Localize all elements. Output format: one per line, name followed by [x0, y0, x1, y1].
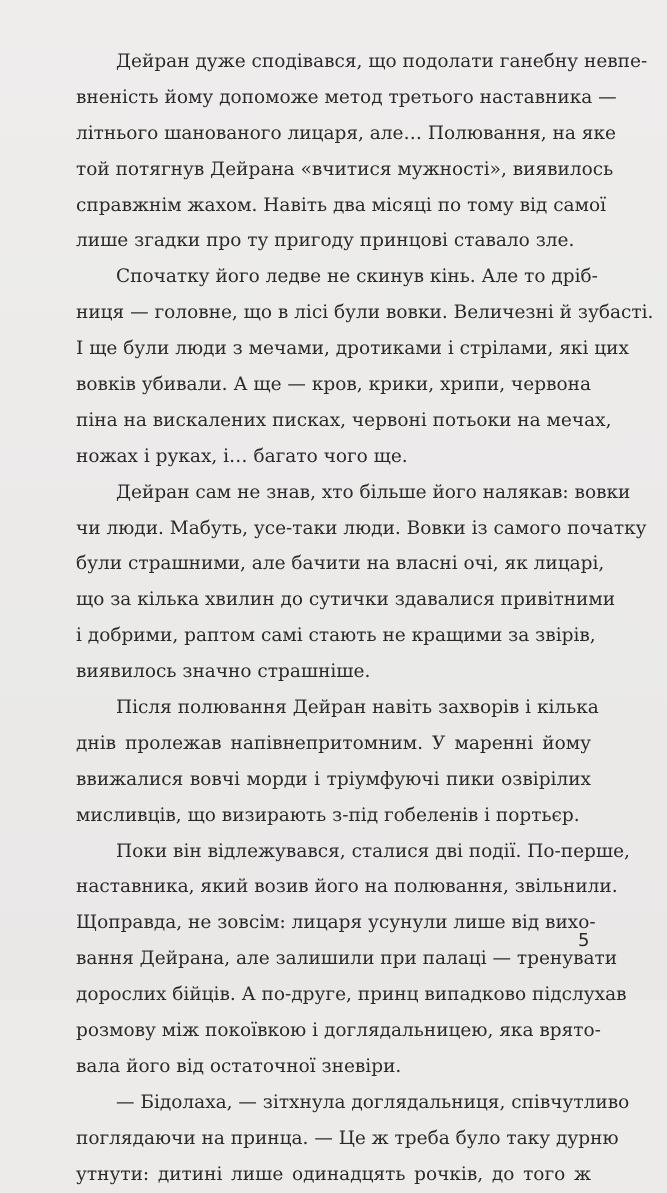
- text-line: виявилось значно страшніше.: [76, 661, 371, 683]
- text-line: Дейран сам не знав, хто більше його налякав: вовки: [116, 481, 631, 503]
- text-line: ниця — головне, що в лісі були вовки. Величезні й зубасті.: [76, 302, 654, 324]
- text-line: справжнім жахом. Навіть два місяці по тому від самої: [76, 194, 607, 216]
- text-line: днів пролежав напівнепритомним. У маренні йому: [76, 732, 591, 754]
- text-line: утнути: дитині лише одинадцять рочків, до того ж: [76, 1163, 591, 1185]
- text-line: Дейран дуже сподівався, що подолати ганебну невпе-: [116, 51, 648, 72]
- text-line: і добрими, раптом самі стають не кращими за звірів,: [76, 625, 596, 647]
- text-line: піна на вискалених писках, червоні потьоки на мечах,: [76, 409, 612, 431]
- page-number: 5: [578, 930, 590, 951]
- text-line: мисливців, що визирають з-під гобеленів і портьєр.: [76, 804, 580, 826]
- text-line: чи люди. Мабуть, усе-таки люди. Вовки із самого початку: [76, 517, 647, 539]
- text-line: поглядаючи на принца. — Це ж треба було таку дурню: [76, 1127, 619, 1149]
- text-line: розмову між покоївкою і доглядальницею, яка врято-: [76, 1020, 601, 1042]
- text-line: — Бідолаха, — зітхнула доглядальниця, співчутливо: [116, 1091, 630, 1113]
- text-line: Щоправда, не зовсім: лицаря усунули лише від вихо-: [76, 912, 596, 934]
- text-line: лише згадки про ту пригоду принцові ставало зле.: [76, 230, 575, 252]
- text-line: Після полювання Дейран навіть захворів і кілька: [116, 697, 599, 719]
- text-line: вання Дейрана, але залишили при палаці — тренувати: [76, 948, 618, 970]
- text-line: ввижалися вовчі морди і тріумфуючі пики озвірілих: [76, 768, 591, 790]
- text-line: вовків убивали. А ще — кров, крики, хрипи, червона: [76, 374, 591, 396]
- text-line: І ще були люди з мечами, дротиками і стрілами, які цих: [76, 338, 629, 360]
- text-line: були страшними, але бачити на власні очі, як лицарі,: [76, 553, 605, 575]
- text-line: літнього шанованого лицаря, але… Полювання, на яке: [76, 122, 616, 144]
- text-line: наставника, який возив його на полювання, звільнили.: [76, 876, 618, 898]
- text-line: той потягнув Дейрана «вчитися мужності», виявилось: [76, 158, 614, 180]
- text-line: Поки він відлежувався, сталися дві події. По-перше,: [116, 840, 630, 862]
- text-line: вала його від остаточної зневіри.: [76, 1055, 402, 1077]
- text-line: що за кілька хвилин до сутички здавалися привітними: [76, 589, 616, 611]
- text-line: Спочатку його ледве не скинув кінь. Але то дріб-: [116, 266, 598, 288]
- body-text: [76, 44, 654, 1193]
- text-line: ножах і руках, і… багато чого ще.: [76, 445, 408, 467]
- text-line: вненість йому допоможе метод третього наставника —: [76, 86, 617, 108]
- text-line: дорослих бійців. А по-друге, принц випадково підслухав: [76, 984, 627, 1006]
